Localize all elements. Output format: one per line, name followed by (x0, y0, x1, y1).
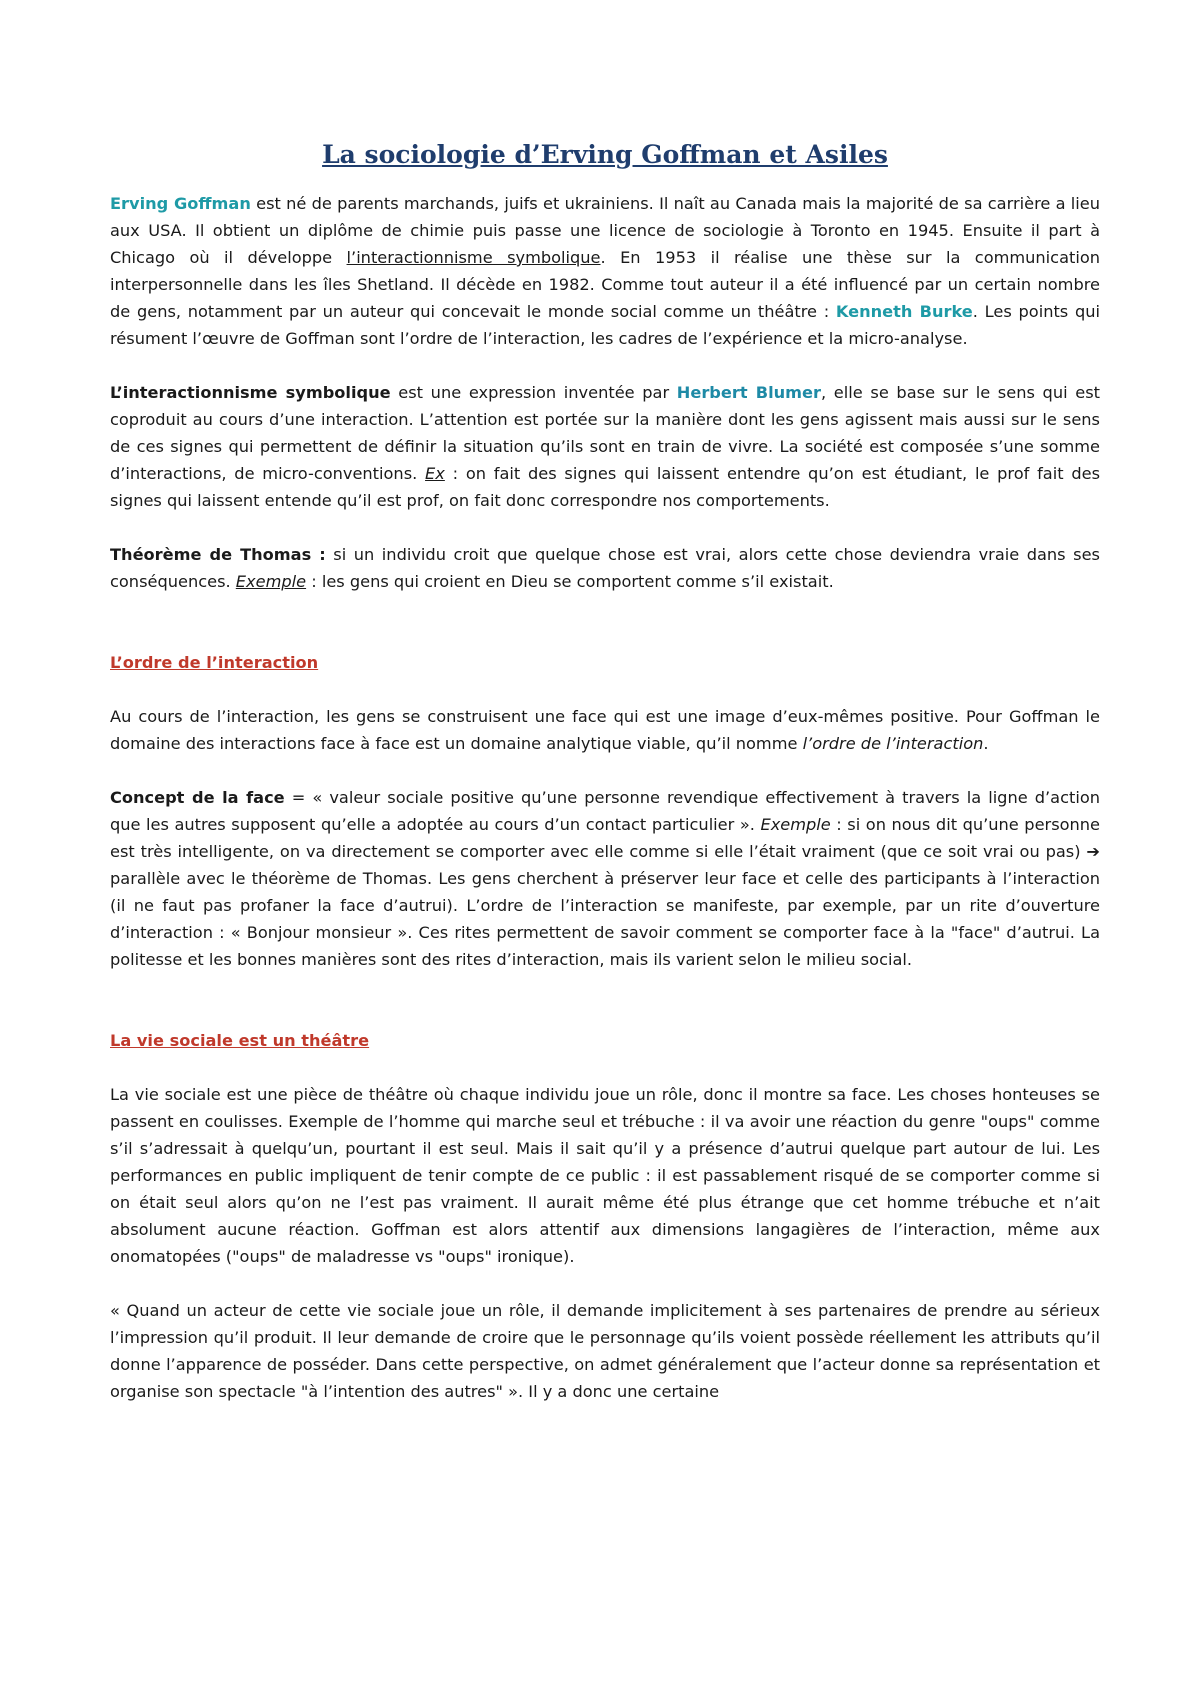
interactionnisme-link: l’interactionnisme symbolique (346, 248, 601, 267)
thomas-term: Théorème de Thomas : (110, 545, 326, 564)
thomas-text-2: : les gens qui croient en Dieu se comportent comme s’il existait. (306, 572, 834, 591)
author-name-goffman: Erving Goffman (110, 194, 251, 213)
ordre-paragraph (110, 703, 1100, 757)
quote-paragraph: « Quand un acteur de cette vie sociale joue un rôle, il demande implicitement à ses partenaires de prendre au sérieux l’impression qu’il produit. Il leur demande de croire que le personnage qu’ils voient possède réellement les attributs qu’il donne l’apparence de posséder. Dans cette perspective, on admet généralement que l’acteur donne sa représentation et organise son spectacle "à l’intention des autres" ». Il y a donc une certaine (110, 1301, 1100, 1401)
example-label: Exemple (235, 572, 307, 591)
intro-paragraph (110, 190, 1100, 352)
face-text-2: : si on nous dit qu’une personne est très intelligente, on va directement se comporter avec elle comme si elle l’était vraiment (que ce soit vrai ou pas) (110, 815, 1101, 861)
author-name-blumer: Herbert Blumer (676, 383, 821, 402)
interactionnisme-text-3: : on fait des signes qui laissent entendre qu’on est étudiant, le prof fait des signes qui laissent entende qu’il est prof, on fait donc correspondre nos comportements. (110, 464, 1100, 510)
face-term: Concept de la face (110, 788, 285, 807)
section-heading-ordre: L’ordre de l’interaction (110, 653, 319, 672)
intro-text-3: . Les points qui résument l’œuvre de Goffman sont l’ordre de l’interaction, les cadres de l’expérience et la micro-analyse. (110, 302, 1100, 348)
ordre-text-1: Au cours de l’interaction, les gens se construisent une face qui est une image d’eux-mêmes positive. Pour Goffman le domaine des interactions face à face est un domaine analytique viable, qu’il nomme (110, 707, 1100, 753)
face-paragraph (110, 784, 1100, 973)
arrow-right-icon: ➔ (1086, 842, 1100, 861)
intro-text-2: . En 1953 il réalise une thèse sur la communication interpersonnelle dans les îles Shetland. Il décède en 1982. Comme tout auteur il a été influencé par un certain nombre de gens, notamment par un auteur qui concevait le monde social comme un théâtre : (110, 248, 1100, 321)
interactionnisme-text-1: est une expression inventée par (390, 383, 677, 402)
section-heading-theatre: La vie sociale est un théâtre (110, 1031, 370, 1050)
intro-text-1: est né de parents marchands, juifs et ukrainiens. Il naît au Canada mais la majorité de sa carrière a lieu aux USA. Il obtient un diplôme de chimie puis passe une licence de sociologie à Toronto en 1945. Ensuite il part à Chicago où il développe (110, 194, 1100, 267)
page-title: La sociologie d’Erving Goffman et Asiles (322, 140, 888, 169)
thomas-paragraph (110, 541, 1100, 595)
spacer (110, 622, 1100, 649)
interactionnisme-paragraph (110, 379, 1100, 514)
ordre-text-2: . (983, 734, 989, 753)
example-label: Exemple (760, 815, 831, 834)
spacer (110, 1000, 1100, 1027)
theatre-paragraph: La vie sociale est une pièce de théâtre où chaque individu joue un rôle, donc il montre sa face. Les choses honteuses se passent en coulisses. Exemple de l’homme qui marche seul et trébuche : il va avoir une réaction du genre "oups" comme s’il s’adressait à quelqu’un, pourtant il est seul. Mais il sait qu’il y a présence d’autrui quelque part autour de lui. Les performances en public impliquent de tenir compte de ce public : il est passablement risqué de se comporter comme si on était seul alors qu’on ne l’est pas vraiment. Il aurait même été plus étrange que cet homme trébuche et n’ait absolument aucune réaction. Goffman est alors attentif aux dimensions langagières de l’interaction, même aux onomatopées ("oups" de maladresse vs "oups" ironique). (110, 1085, 1100, 1266)
face-text-3: parallèle avec le théorème de Thomas. Les gens cherchent à préserver leur face et celle des participants à l’interaction (il ne faut pas profaner la face d’autrui). L’ordre de l’interaction se manifeste, par exemple, par un rite d’ouverture d’interaction : « Bonjour monsieur ». Ces rites permettent de savoir comment se comporter face à la "face" d’autrui. La politesse et les bonnes manières sont des rites d’interaction, mais ils varient selon le milieu social. (110, 869, 1100, 969)
author-name-burke: Kenneth Burke (835, 302, 973, 321)
document-body (110, 138, 1100, 1432)
face-text-1: = « valeur sociale positive qu’une personne revendique effectivement à travers la ligne d’action que les autres supposent qu’elle a adoptée au cours d’un contact particulier ». (110, 788, 1100, 834)
example-label: Ex (425, 464, 445, 483)
ordre-italic-term: l’ordre de l’interaction (802, 734, 984, 753)
interactionnisme-text-2: , elle se base sur le sens qui est coproduit au cours d’une interaction. L’attention est portée sur la manière dont les gens agissent mais aussi sur le sens de ces signes qui permettent de définir la situation qu’ils sont en train de vivre. La société est composée s’une somme d’interactions, de micro-conventions. (110, 383, 1100, 483)
interactionnisme-term: L’interactionnisme symbolique (110, 383, 391, 402)
thomas-text-1: si un individu croit que quelque chose est vrai, alors cette chose deviendra vraie dans ses conséquences. (110, 545, 1100, 591)
